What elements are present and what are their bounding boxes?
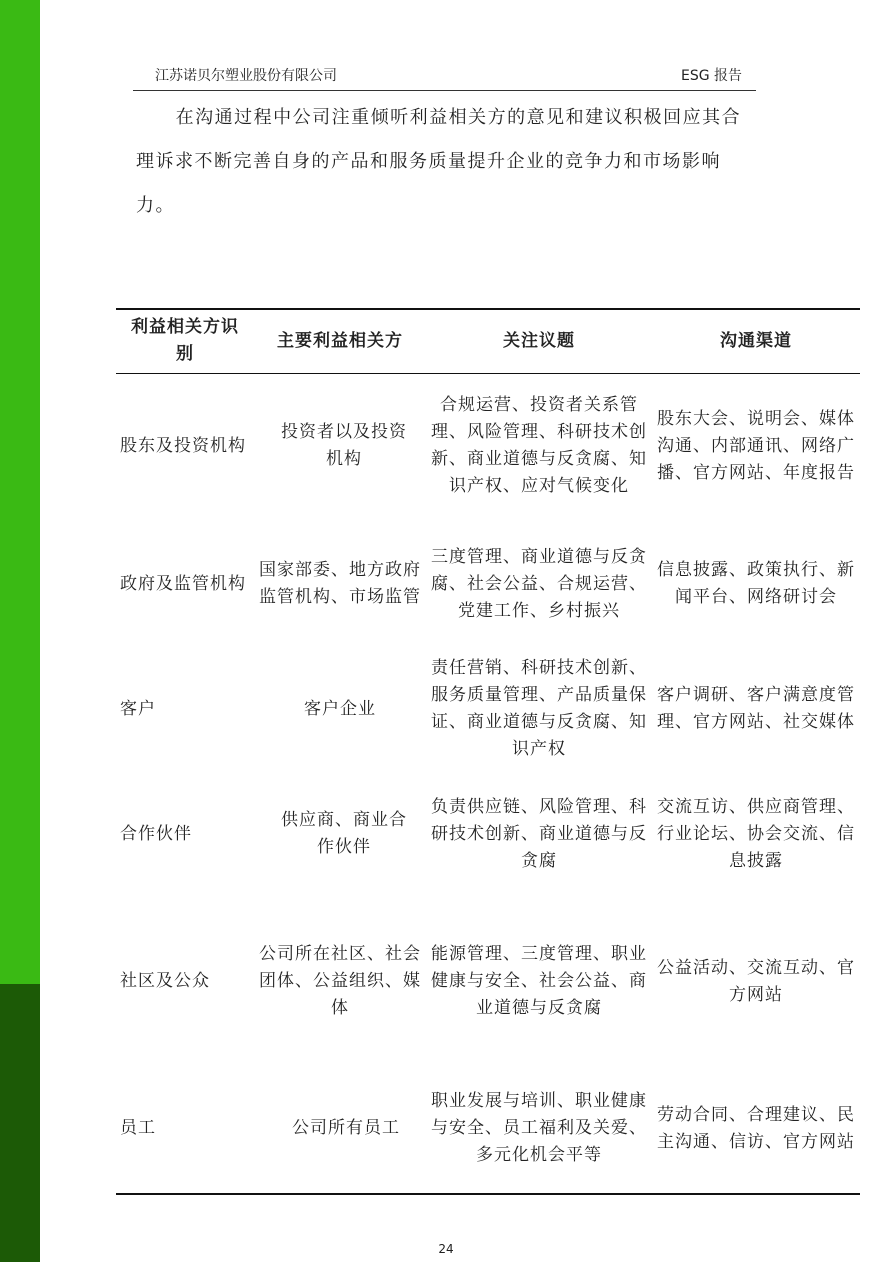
cell-main: 客户企业 [304,698,376,719]
cell-main: 投资者以及投资机构 [281,422,407,470]
intro-text: 在沟通过程中公司注重倾听利益相关方的意见和建议积极回应其合理诉求不断完善自身的产品和服务质量提升企业的竞争力和市场影响力。 [136,107,742,216]
cell-main: 公司所有员工 [292,1118,400,1138]
cell-party: 社区及公众 [120,971,210,991]
table-header-row [116,309,860,373]
page-header [133,66,756,91]
cell-channels: 客户调研、客户满意度管理、官方网站、社交媒体 [657,685,855,732]
cell-main: 公司所在社区、社会团体、公益组织、媒体 [259,944,421,1018]
cell-party: 股东及投资机构 [120,435,246,456]
page-number: 24 [438,1242,454,1256]
company-name: 江苏诺贝尔塑业股份有限公司 [155,68,337,84]
intro-paragraph [136,96,756,228]
cell-channels: 劳动合同、合理建议、民主沟通、信访、官方网站 [657,1104,855,1152]
table-row [116,649,860,769]
header-channels: 沟通渠道 [720,330,792,351]
cell-party: 员工 [120,1118,156,1138]
stakeholder-table [116,308,860,1195]
cell-main: 供应商、商业合作伙伴 [281,810,407,857]
cell-topics: 三度管理、商业道德与反贪腐、社会公益、合规运营、党建工作、乡村振兴 [431,546,647,621]
cell-topics: 合规运营、投资者关系管理、风险管理、科研技术创新、商业道德与反贪腐、知识产权、应对气候变化 [431,395,647,497]
sidebar-accent-bottom [0,984,40,1262]
header-identification: 利益相关方识别 [131,317,239,365]
cell-channels: 交流互访、供应商管理、行业论坛、协会交流、信息披露 [657,796,855,871]
table-row [116,373,860,519]
cell-party: 客户 [120,698,156,719]
header-topics: 关注议题 [503,330,575,351]
sidebar-accent-top [0,0,40,984]
cell-party: 合作伙伴 [120,823,192,844]
cell-topics: 职业发展与培训、职业健康与安全、员工福利及关爱、多元化机会平等 [431,1091,647,1165]
header-main-stakeholders: 主要利益相关方 [277,330,403,351]
table-row [116,899,860,1064]
cell-party: 政府及监管机构 [120,573,246,594]
cell-channels: 信息披露、政策执行、新闻平台、网络研讨会 [657,560,855,607]
table-row [116,519,860,649]
report-title: ESG 报告 [680,68,742,84]
cell-main: 国家部委、地方政府监管机构、市场监管 [259,560,421,607]
table-row [116,1064,860,1194]
cell-topics: 能源管理、三度管理、职业健康与安全、社会公益、商业道德与反贪腐 [431,944,647,1018]
cell-channels: 公益活动、交流互动、官方网站 [657,957,855,1005]
cell-topics: 责任营销、科研技术创新、服务质量管理、产品质量保证、商业道德与反贪腐、知识产权 [431,658,647,759]
cell-channels: 股东大会、说明会、媒体沟通、内部通讯、网络广播、官方网站、年度报告 [657,408,855,483]
cell-topics: 负责供应链、风险管理、科研技术创新、商业道德与反贪腐 [431,796,647,871]
table-row [116,769,860,899]
